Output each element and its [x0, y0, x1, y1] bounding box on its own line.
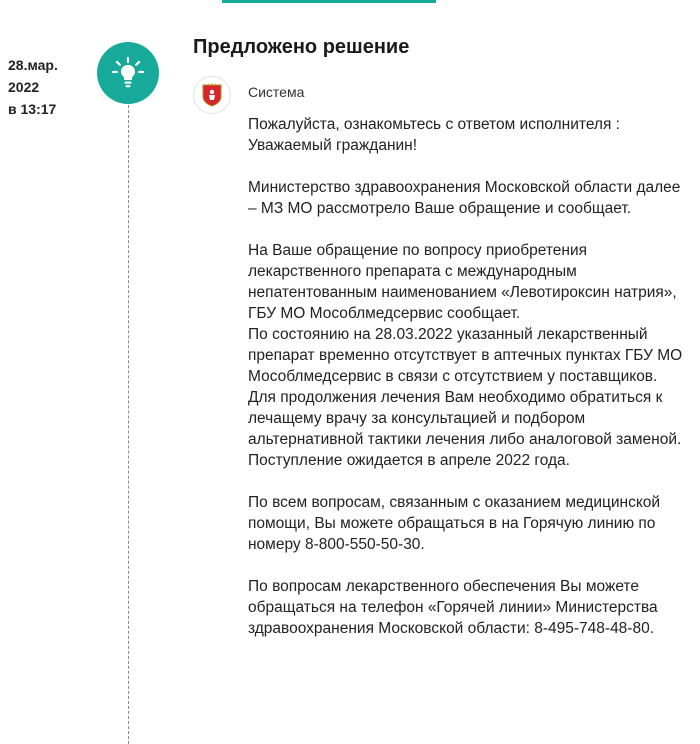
moscow-region-emblem-icon [201, 83, 223, 107]
active-tab-indicator [222, 0, 436, 3]
message-paragraph: На Ваше обращение по вопросу приобретения лекарственного препарата с международным непатентованным наименованием «Левотироксин натрия», ГБУ МО Мособлмедсервис сообщает. [248, 242, 677, 322]
timeline-marker [97, 42, 159, 104]
message-intro: Пожалуйста, ознакомьтесь с ответом исполнителя : [248, 116, 620, 133]
message-paragraph: По вопросам лекарственного обеспечения Вы можете обращаться на телефон «Горячей линии» Министерства здравоохранения Московской области: 8-495-748-48-80. [248, 578, 658, 637]
message-paragraph: Министерство здравоохранения Московской области далее – МЗ МО рассмотрело Ваше обращение и сообщает. [248, 179, 681, 217]
message-paragraph: Поступление ожидается в апреле 2022 года. [248, 452, 570, 469]
message-paragraph: По всем вопросам, связанным с оказанием медицинской помощи, Вы можете обращаться в на Горячую линию по номеру 8-800-550-50-30. [248, 494, 661, 553]
event-date-year: 2022 [8, 79, 40, 95]
lightbulb-icon [111, 56, 145, 90]
event-date [8, 54, 88, 120]
message-paragraph: Для продолжения лечения Вам необходимо обратиться к лечащему врачу за консультацией и подбором альтернативной тактики лечения либо аналоговой заменой. [248, 389, 682, 448]
event-date-time: в 13:17 [8, 101, 57, 117]
author-name: Система [248, 84, 305, 100]
author-avatar [193, 76, 231, 114]
message-body [248, 114, 692, 639]
event-title: Предложено решение [193, 36, 410, 58]
message-paragraph: По состоянию на 28.03.2022 указанный лекарственный препарат временно отсутствует в аптечных пунктах ГБУ МО Мособлмедсервис в связи с отсутствием у поставщиков. [248, 326, 683, 385]
timeline-line [128, 100, 129, 744]
message-greeting: Уважаемый гражданин! [248, 137, 418, 154]
event-date-day: 28.мар. [8, 57, 58, 73]
